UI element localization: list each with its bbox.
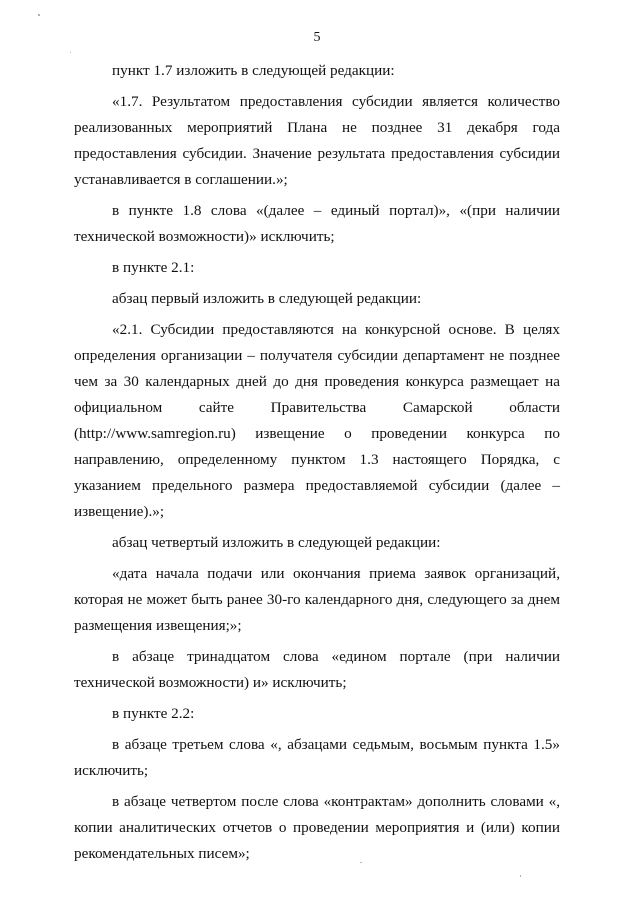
paragraph: в абзаце четвертом после слова «контрактам» дополнить словами «, копии аналитических отчетов о проведении мероприятия и (или) копии рекомендательных писем»; xyxy=(74,793,560,862)
paragraph: пункт 1.7 изложить в следующей редакции: xyxy=(112,62,395,79)
paragraph: в пункте 1.8 слова «(далее – единый портал)», «(при наличии технической возможности)» исключить; xyxy=(74,202,560,245)
paragraph: абзац четвертый изложить в следующей редакции: xyxy=(112,534,441,551)
scan-speck xyxy=(520,875,521,877)
document-body xyxy=(74,58,560,867)
paragraph: «1.7. Результатом предоставления субсидии является количество реализованных мероприятий Плана не позднее 31 декабря года предоставления субсидии. Значение результата предоставления субсидии устанавливается в соглашении.»; xyxy=(74,93,560,188)
paragraph: в пункте 2.1: xyxy=(112,259,195,276)
paragraph: в абзаце третьем слова «, абзацами седьмым, восьмым пункта 1.5» исключить; xyxy=(74,736,560,779)
paragraph: в пункте 2.2: xyxy=(112,705,195,722)
scan-speck xyxy=(38,14,40,16)
paragraph: в абзаце тринадцатом слова «едином портале (при наличии технической возможности) и» исключить; xyxy=(74,648,560,691)
paragraph: «дата начала подачи или окончания приема заявок организаций, которая не может быть ранее 30-го календарного дня, следующего за днем размещения извещения;»; xyxy=(74,565,560,634)
page-number: 5 xyxy=(313,30,321,45)
paragraph: «2.1. Субсидии предоставляются на конкурсной основе. В целях определения организации – получателя субсидии департамент не позднее чем за 30 календарных дней до дня проведения конкурса размещает на официальном сайте Правительства Самарской области (http://www.samregion.ru) извещение о проведении конкурса по направлению, определенному пунктом 1.3 настоящего Порядка, с указанием предельного размера предоставляемой субсидии (далее – извещение).»; xyxy=(74,321,560,520)
scan-speck xyxy=(70,52,71,53)
paragraph: абзац первый изложить в следующей редакции: xyxy=(112,290,422,307)
scan-speck xyxy=(360,862,362,863)
